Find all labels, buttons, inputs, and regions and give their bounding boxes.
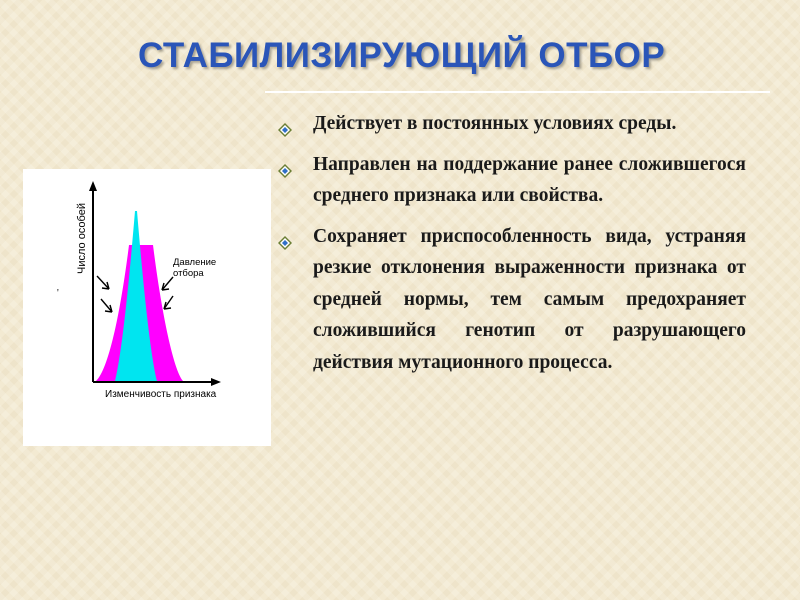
bullet-list — [274, 108, 746, 387]
title-divider — [265, 91, 770, 93]
annotation-box — [173, 257, 235, 291]
diamond-bullet-icon — [278, 229, 292, 243]
x-axis-label: Изменчивость признака — [105, 389, 217, 400]
y-axis-arrow — [89, 181, 97, 191]
diamond-bullet-icon — [278, 116, 292, 130]
y-axis-label: Число особей — [76, 203, 88, 274]
selection-diagram — [23, 169, 271, 446]
right-pressure-arrows — [162, 277, 173, 309]
x-axis-arrow — [211, 378, 221, 386]
selection-pressure-label: Давление отбора — [173, 257, 217, 279]
diamond-bullet-icon — [278, 157, 292, 171]
bullet-item — [274, 149, 746, 212]
bullet-item — [274, 108, 746, 140]
bullet-text: Сохраняет приспособленность вида, устраняя резкие отклонения выраженности признака от средней нормы, тем самым предохраняет сложившийся генотип от разрушающего действия мутационного процесса. — [313, 225, 746, 373]
left-pressure-arrows — [97, 276, 112, 312]
axis-stray-mark: ' — [57, 288, 59, 299]
bullet-item — [274, 221, 746, 379]
bullet-text: Направлен на поддержание ранее сложившегося среднего признака или свойства. — [313, 153, 746, 206]
bullet-text: Действует в постоянных условиях среды. — [313, 113, 677, 134]
slide-title: СТАБИЛИЗИРУЮЩИЙ ОТБОР — [138, 36, 666, 75]
selection-diagram-svg — [23, 169, 271, 446]
